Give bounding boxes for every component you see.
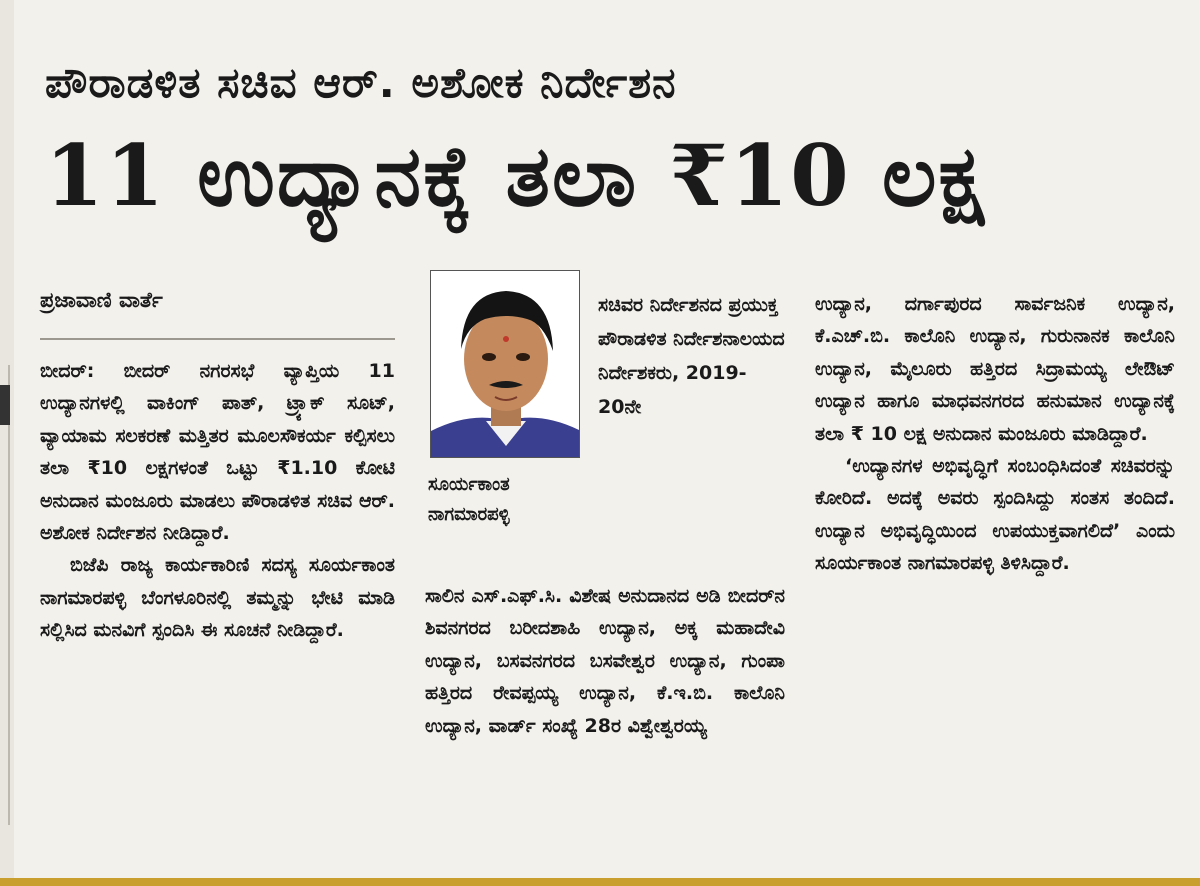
paragraph-3: ಸಾಲಿನ ಎಸ್.ಎಫ್.ಸಿ. ವಿಶೇಷ ಅನುದಾನದ ಅಡಿ ಬೀದರ್‌ನ ಶಿವನಗರದ ಬರೀದಶಾಹಿ ಉದ್ಯಾನ, ಅಕ್ಕ ಮಹಾದೇವಿ ಉದ್ಯಾನ, ಬಸವನಗರದ ಬಸವೇಶ್ವರ ಉದ್ಯಾನ, ಗುಂಪಾ ಹತ್ತಿರದ ರೇವಪ್ಪಯ್ಯ ಉದ್ಯಾನ, ಕೆ.ಇ.ಬಿ. ಕಾಲೊನಿ ಉದ್ಯಾನ, ವಾರ್ಡ್ ಸಂಖ್ಯೆ 28ರ ವಿಶ್ವೇಶ್ವರಯ್ಯ [425, 585, 785, 737]
paragraph-5: ‘ಉದ್ಯಾನಗಳ ಅಭಿವೃದ್ಧಿಗೆ ಸಂಬಂಧಿಸಿದಂತೆ ಸಚಿವರನ್ನು ಕೋರಿದೆ. ಅದಕ್ಕೆ ಅವರು ಸ್ಪಂದಿಸಿದ್ದು ಸಂತಸ ತಂದಿದೆ. ಉದ್ಯಾನ ಅಭಿವೃದ್ಧಿಯಿಂದ ಉಪಯುಕ್ತವಾಗಲಿದೆ’ ಎಂದು ಸೂರ್ಯಕಾಂತ ನಾಗಮಾರಪಳ್ಳಿ ತಿಳಿಸಿದ್ದಾರೆ. [815, 455, 1175, 575]
paragraph-1: ಬೀದರ್: ಬೀದರ್ ನಗರಸಭೆ ವ್ಯಾಪ್ತಿಯ 11 ಉದ್ಯಾನಗಳಲ್ಲಿ ವಾಕಿಂಗ್ ಪಾತ್, ಟ್ರ್ಯಾಕ್ ಸೂಟ್, ವ್ಯಾಯಾಮ ಸಲಕರಣೆ ಮತ್ತಿತರ ಮೂಲಸೌಕರ್ಯ ಕಲ್ಪಿಸಲು ತಲಾ ₹10 ಲಕ್ಷಗಳಂತೆ ಒಟ್ಟು ₹1.10 ಕೋಟಿ ಅನುದಾನ ಮಂಜೂರು ಮಾಡಲು ಪೌರಾಡಳಿತ ಸಚಿವ ಆರ್. ಅಶೋಕ ನಿರ್ದೇಶನ ನೀಡಿದ್ದಾರೆ. [40, 360, 395, 545]
paragraph-4: ಉದ್ಯಾನ, ದರ್ಗಾಪುರದ ಸಾರ್ವಜನಿಕ ಉದ್ಯಾನ, ಕೆ.ಎಚ್.ಬಿ. ಕಾಲೊನಿ ಉದ್ಯಾನ, ಗುರುನಾನಕ ಕಾಲೊನಿ ಉದ್ಯಾನ, ಮೈಲೂರು ಹತ್ತಿರದ ಸಿದ್ರಾಮಯ್ಯ ಲೇಔಟ್ ಉದ್ಯಾನ ಹಾಗೂ ಮಾಧವನಗರದ ಹನುಮಾನ ಉದ್ಯಾನಕ್ಕೆ ತಲಾ ₹ 10 ಲಕ್ಷ ಅನುದಾನ ಮಂಜೂರು ಮಾಡಿದ್ದಾರೆ. [815, 293, 1175, 445]
adjacent-column-edge [0, 0, 14, 886]
article-column-1 [40, 355, 395, 647]
article-headline: 11 ಉದ್ಯಾನಕ್ಕೆ ತಲಾ ₹10 ಲಕ್ಷ [45, 126, 986, 225]
article-column-2 [425, 580, 785, 742]
adjacent-article-fragment [0, 385, 10, 425]
portrait-illustration [431, 271, 580, 458]
article-column-2-top: ಸಚಿವರ ನಿರ್ದೇಶನದ ಪ್ರಯುಕ್ತ ಪೌರಾಡಳಿತ ನಿರ್ದೇಶನಾಲಯದ ನಿರ್ದೇಶಕರು, 2019-20ನೇ [598, 294, 785, 418]
article-kicker: ಪೌರಾಡಳಿತ ಸಚಿವ ಆರ್. ಅಶೋಕ ನಿರ್ದೇಶನ [45, 58, 677, 107]
article-byline: ಪ್ರಜಾವಾಣಿ ವಾರ್ತೆ [40, 288, 163, 312]
article-column-3 [815, 288, 1175, 580]
byline-divider [40, 338, 395, 340]
page-bottom-band [0, 878, 1200, 886]
caption-line-2: ನಾಗಮಾರಪಳ್ಳಿ [428, 504, 510, 525]
column-divider [8, 365, 10, 825]
portrait-photo [430, 270, 580, 458]
caption-line-1: ಸೂರ್ಯಕಾಂತ [428, 474, 510, 495]
photo-caption [428, 470, 588, 530]
paragraph-2: ಬಿಜೆಪಿ ರಾಜ್ಯ ಕಾರ್ಯಕಾರಿಣಿ ಸದಸ್ಯ ಸೂರ್ಯಕಾಂತ ನಾಗಮಾರಪಳ್ಳಿ ಬೆಂಗಳೂರಿನಲ್ಲಿ ತಮ್ಮನ್ನು ಭೇಟಿ ಮಾಡಿ ಸಲ್ಲಿಸಿದ ಮನವಿಗೆ ಸ್ಪಂದಿಸಿ ಈ ಸೂಚನೆ ನೀಡಿದ್ದಾರೆ. [40, 554, 395, 642]
